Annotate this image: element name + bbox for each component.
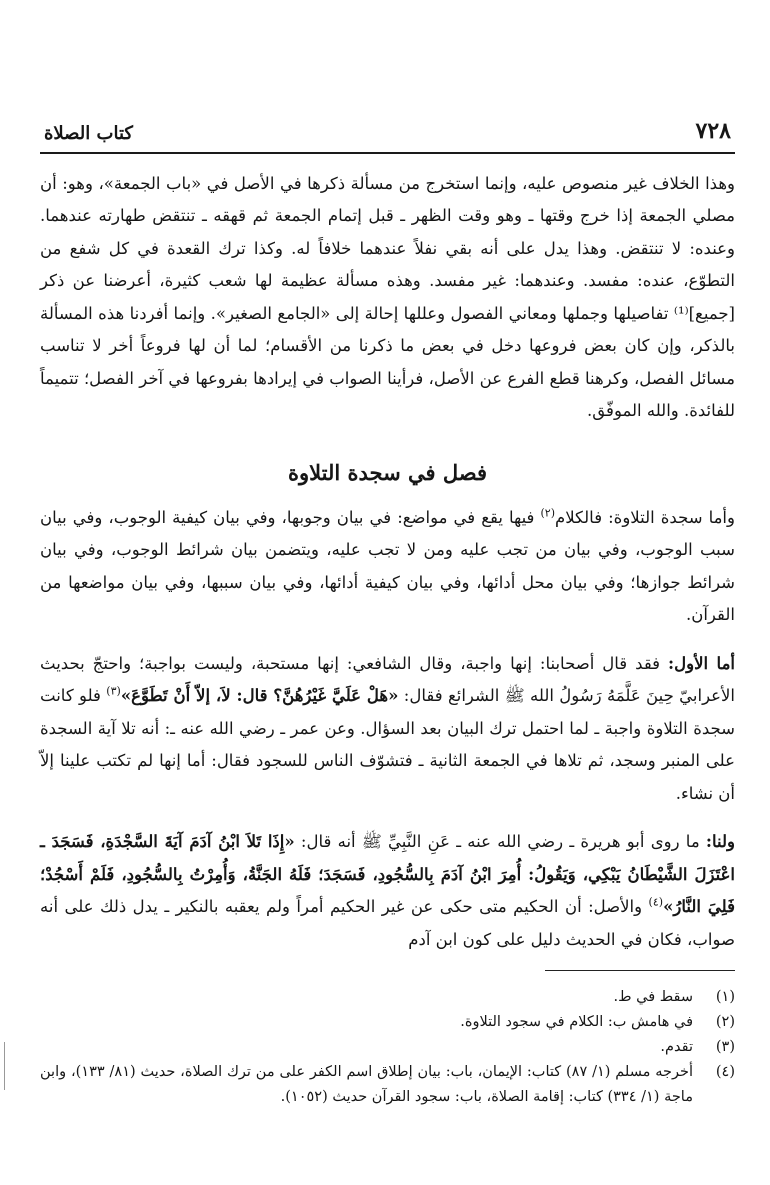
paragraph-4 <box>40 826 735 956</box>
intro-paragraph: وهذا الخلاف غير منصوص عليه، وإنما استخرج من مسألة ذكرها في الأصل في «باب الجمعة»، وهو: أن مصلي الجمعة إذا خرج وقتها ـ وهو وقت الظهر ـ قبل إتمام الجمعة ثم قهقه ـ تنتقض طهارته عندهما. وعنده: لا تنتقض. وهذا يدل على أنه بقي نفلاً عندهما خلافاً له. وكذا ترك القعدة في كل شفع من التطوّع، عنده: مفسد. وعندهما: غير مفسد. وهذه مسألة عظيمة لها شعب كثيرة، أعرضنا عن ذكر [جميع]⁽¹⁾ تفاصيلها وجملها ومعاني الفصول وعللها إحالة إلى «الجامع الصغير». وإنما أفردنا هذه المسألة بالذكر، وإن كان بعض فروعها دخل في بعض ما ذكرنا من الأقسام؛ لما أن لها فروعاً أخر لا تناسب مسائل الفصل، وكرهنا قطع الفرع عن الأصل، فرأينا الصواب في إيرادها بفروعها في آخر الفصل؛ تتميماً للفائدة. والله الموفّق. <box>40 173 735 420</box>
footnotes <box>40 985 735 1110</box>
paragraph-3-lead: أما الأول: <box>668 653 735 673</box>
footnote-text: أخرجه مسلم (١/ ٨٧) كتاب: الإيمان، باب: بيان إطلاق اسم الكفر على من ترك الصلاة، حديث (٨١/ ١٣٣)، وابن ماجة (١/ ٣٣٤) كتاب: إقامة الصلاة، باب: سجود القرآن حديث (١٠٥٢). <box>40 1064 693 1105</box>
scan-margin-mark <box>4 1042 5 1090</box>
footnote-text: تقدم. <box>660 1039 693 1055</box>
footnote-number: (٤) <box>715 1064 735 1080</box>
hadith-quote-1: «هَلْ عَلَيَّ غَيْرُهُنَّ؟ قال: لاَ، إلاّ أَنْ تَطَوَّعَ» <box>120 686 399 705</box>
paragraph-2 <box>40 502 735 632</box>
footnote-ref-4: (٤) <box>648 895 664 909</box>
footnote <box>40 1010 735 1035</box>
footnote <box>40 985 735 1010</box>
footnote-number: (٣) <box>715 1039 735 1055</box>
footnote-text: في هامش ب: الكلام في سجود التلاوة. <box>460 1014 693 1030</box>
paragraph-3-text-1: فقد قال أصحابنا: إنها واجبة، وقال الشافعي: إنها مستحبة، وليست بواجبة؛ واحتجّ بحديث الأعرابيّ حِينَ عَلَّمَهُ رَسُولُ الله ﷺ الشرائع فقال: <box>40 653 736 705</box>
paragraph-4-text-2: والأصل: أن الحكيم متى حكى عن غير الحكيم أمراً ولم يعقبه بالنكير ـ يدل ذلك على أنه صواب، فكان في الحديث دليل على كون ابن آدم <box>40 897 735 949</box>
footnote-text: سقط في ط. <box>613 989 693 1005</box>
hadith-quote-2: «إِذَا تَلاَ ابْنُ آدَمَ آيَةَ السَّجْدَةِ، فَسَجَدَ ـ اعْتَزَلَ الشَّيْطَانُ يَبْكِي، وَيَقُولُ: أُمِرَ ابْنُ آدَمَ بِالسُّجُودِ، فَسَجَدَ؛ فَلَهُ الجَنَّةُ، وَأُمِرْتُ بِالسُّجُودِ، فَلَمْ أَسْجُدْ؛ فَلِيَ النَّارُ» <box>40 832 735 916</box>
footnote-number: (٢) <box>715 1014 735 1030</box>
paragraph-2-rest: فيها يقع في مواضع: في بيان وجوبها، وفي بيان كيفية الوجوب، وفي بيان سبب الوجوب، وفي بيان من تجب عليه ومن لا تجب عليه، ويتضمن بيان شرائط الوجوب، وفي بيان شرائط جوازها؛ وفي بيان محل أدائها، وفي بيان كيفية أدائها، وفي بيان سببها، وفي بيان مواضعها من القرآن. <box>40 507 735 624</box>
footnote <box>40 1035 735 1060</box>
footnote-separator <box>545 970 735 971</box>
running-header <box>40 110 735 144</box>
chapter-title: كتاب الصلاة <box>44 123 133 144</box>
page-number: ٧٢٨ <box>695 118 731 144</box>
footnote <box>40 1060 735 1110</box>
paragraph-2-start: وأما سجدة التلاوة: فالكلام <box>554 507 735 527</box>
header-rule <box>40 152 735 154</box>
footnote-number: (١) <box>715 989 735 1005</box>
section-title: فصل في سجدة التلاوة <box>287 459 488 485</box>
paragraph-3-text-2: فلو كانت سجدة التلاوة واجبة ـ لما احتمل ترك البيان بعد السؤال. وعن عمر ـ رضي الله عنه ـ: أنه تلا آية السجدة على المنبر وسجد، ثم تلاها في الجمعة الثانية ـ فتشوّف الناس للسجود فقال: أما إنها لم تكتب علينا إلاّ أن نشاء. <box>40 686 735 803</box>
paragraph-4-lead: ولنا: <box>705 832 736 851</box>
footnote-ref-2: (٢) <box>540 506 555 519</box>
paragraph-4-text-1: ما روى أبو هريرة ـ رضي الله عنه ـ عَنِ النَّبِيِّ ﷺ أنه قال: <box>294 832 706 851</box>
paragraph-3 <box>40 648 735 811</box>
page-body <box>40 110 735 1110</box>
footnote-ref-3: (٣) <box>106 684 121 698</box>
